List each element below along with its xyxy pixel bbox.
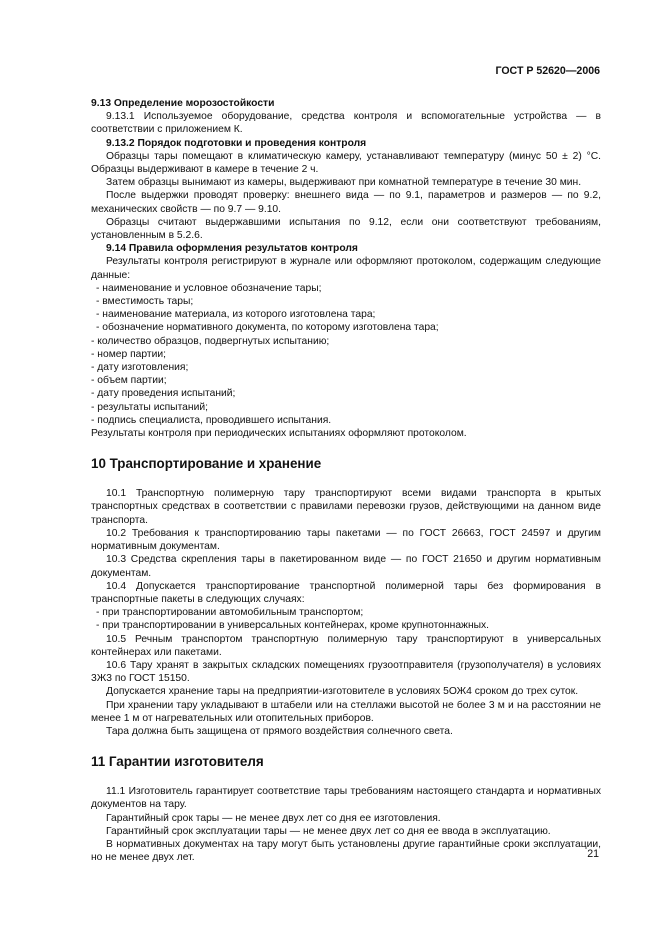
- para-9-14-outro: Результаты контроля при периодических испытаниях оформляют протоколом.: [91, 428, 467, 440]
- page-number: 21: [587, 848, 599, 860]
- list-item: - обозначение нормативного документа, по которому изготовлена тара;: [96, 322, 439, 334]
- para-11-1: 11.1 Изготовитель гарантирует соответствие тары требованиям настоящего стандарта и нормативных документов на тару.: [91, 786, 601, 811]
- para-9-13-2-a: Образцы тары помещают в климатическую камеру, устанавливают температуру (минус 50 ± 2) °С. Образцы выдерживают в камере в течение 2 ч.: [91, 150, 601, 176]
- para-9-13-2-b: Затем образцы вынимают из камеры, выдерживают при комнатной температуре в течение 30 мин.: [106, 177, 582, 189]
- para-10-6: 10.6 Тару хранят в закрытых складских помещениях грузоотправителя (грузополучателя) в условиях 3Ж3 по ГОСТ 15150.: [91, 659, 601, 685]
- para-9-13-2-d: Образцы считают выдержавшими испытания по 9.12, если они соответствуют требованиям, установленным в 5.2.6.: [91, 216, 601, 242]
- para-9-14-intro: Результаты контроля регистрируют в журнале или оформляют протоколом, содержащим следующие данные:: [91, 256, 601, 281]
- list-item: - вместимость тары;: [96, 296, 194, 308]
- document-code: ГОСТ Р 52620—2006: [495, 65, 600, 77]
- heading-9-14: 9.14 Правила оформления результатов контроля: [106, 243, 358, 255]
- page-content: [91, 97, 601, 864]
- para-9-13-2-c: После выдержки проводят проверку: внешнего вида — по 9.1, параметров и размеров — по 9.2, механических свойств — по 9.7 — 9.10.: [91, 190, 601, 215]
- section-title-10: 10 Транспортирование и хранение: [91, 456, 322, 472]
- list-item: - номер партии;: [91, 348, 166, 360]
- para-10-3: 10.3 Средства скрепления тары в пакетированном виде — по ГОСТ 21650 и другим нормативным документам.: [91, 554, 601, 579]
- heading-9-13: 9.13 Определение морозостойкости: [91, 98, 275, 109]
- para-11-1-b: Гарантийный срок тары — не менее двух лет со дня ее изготовления.: [106, 812, 441, 824]
- list-item: - наименование и условное обозначение тары;: [96, 282, 322, 294]
- para-11-1-d: В нормативных документах на тару могут быть установлены другие гарантийные сроки эксплуатации, но не менее двух лет.: [91, 838, 601, 864]
- section-title-11: 11 Гарантии изготовителя: [91, 754, 264, 770]
- list-item: - подпись специалиста, проводившего испытания.: [91, 414, 332, 426]
- list-item: - при транспортировании в универсальных контейнерах, кроме крупнотоннажных.: [96, 620, 490, 632]
- heading-9-13-2: 9.13.2 Порядок подготовки и проведения контроля: [106, 137, 367, 149]
- para-9-13-1: 9.13.1 Используемое оборудование, средства контроля и вспомогательные устройства — в соответствии с приложением К.: [91, 111, 601, 136]
- para-10-5: 10.5 Речным транспортом транспортную полимерную тару транспортируют в универсальных контейнерах или пакетами.: [91, 633, 601, 658]
- para-10-2: 10.2 Требования к транспортированию тары пакетами — по ГОСТ 26663, ГОСТ 24597 и другим нормативным документам.: [91, 527, 601, 553]
- list-item: - наименование материала, из которого изготовлена тара;: [96, 309, 376, 321]
- list-item: - количество образцов, подвергнутых испытанию;: [91, 335, 330, 347]
- para-10-6-b: Допускается хранение тары на предприятии-изготовителе в условиях 5ОЖ4 сроком до трех суток.: [106, 686, 579, 698]
- list-item: - при транспортировании автомобильным транспортом;: [96, 607, 364, 619]
- para-11-1-c: Гарантийный срок эксплуатации тары — не менее двух лет со дня ее ввода в эксплуатацию.: [106, 825, 551, 837]
- para-10-6-d: Тара должна быть защищена от прямого воздействия солнечного света.: [106, 725, 453, 737]
- para-10-1: 10.1 Транспортную полимерную тару транспортируют всеми видами транспорта в крытых транспортных средствах в соответствии с правилами перевозки грузов, действующими на данном виде транспорта.: [91, 488, 601, 526]
- list-item: - объем партии;: [91, 375, 167, 387]
- para-10-4: 10.4 Допускается транспортирование транспортной полимерной тары без формирования в транспортные пакеты в следующих случаях:: [91, 580, 601, 605]
- list-item: - дату изготовления;: [91, 362, 189, 374]
- list-item: - результаты испытаний;: [91, 401, 208, 413]
- para-10-6-c: При хранении тару укладывают в штабели или на стеллажи высотой не более 3 м и на расстоянии не менее 1 м от нагревательных или отопительных приборов.: [91, 699, 601, 724]
- list-item: - дату проведения испытаний;: [91, 388, 236, 400]
